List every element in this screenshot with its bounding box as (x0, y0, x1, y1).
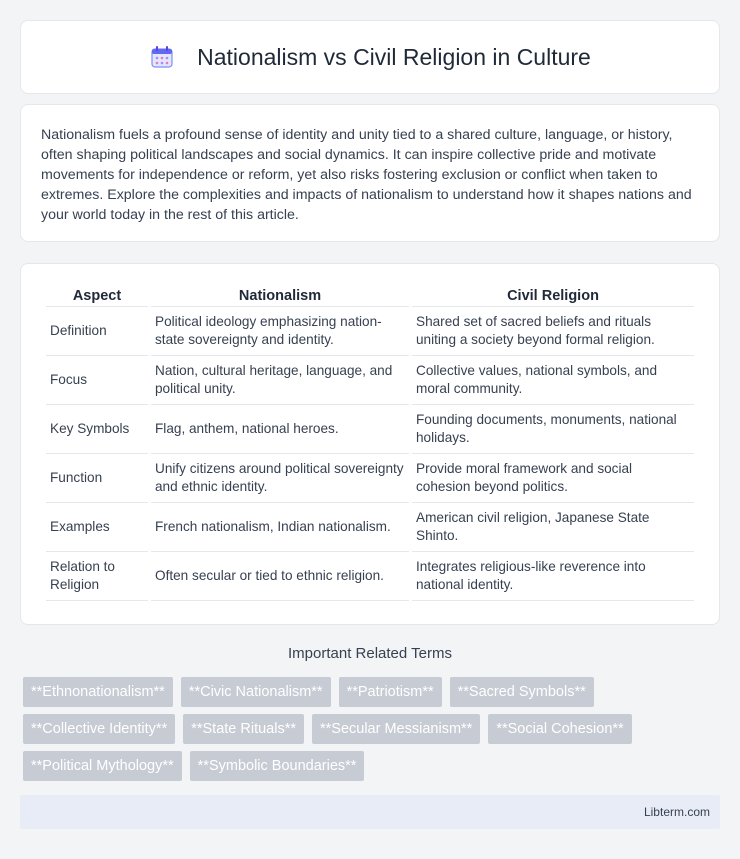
related-terms-list (23, 677, 723, 781)
column-header: Aspect (46, 284, 148, 307)
footer (20, 795, 720, 829)
term-tag-symbolic-boundaries[interactable]: **Symbolic Boundaries** (190, 751, 365, 781)
column-header: Nationalism (151, 284, 409, 307)
term-tag-ethnonationalism[interactable]: **Ethnonationalism** (23, 677, 173, 707)
related-terms-heading: Important Related Terms (288, 645, 452, 662)
column-header: Civil Religion (412, 284, 694, 307)
title-card (20, 20, 720, 94)
aspect-cell: Examples (46, 503, 148, 552)
calendar-icon (149, 44, 175, 70)
table-row (46, 454, 694, 503)
intro-text: Nationalism fuels a profound sense of identity and unity tied to a shared culture, language, or history, often shaping political landscapes and social dynamics. It can inspire collective pride and motivate movements for independence or reform, yet also risks fostering exclusion or conflict when taken to extremes. Explore the complexities and impacts of nationalism to understand how it shapes nations and your world today in the rest of this article. (41, 127, 692, 223)
table-row (46, 503, 694, 552)
aspect-cell: Key Symbols (46, 405, 148, 454)
civil-religion-cell: Provide moral framework and social cohesion beyond politics. (412, 454, 694, 503)
term-tag-patriotism[interactable]: **Patriotism** (339, 677, 442, 707)
table-header-row (46, 284, 694, 307)
comparison-table (43, 284, 697, 601)
term-tag-civic-nationalism[interactable]: **Civic Nationalism** (181, 677, 331, 707)
civil-religion-cell: Collective values, national symbols, and moral community. (412, 356, 694, 405)
civil-religion-cell: American civil religion, Japanese State Shinto. (412, 503, 694, 552)
nationalism-cell: Political ideology emphasizing nation-state sovereignty and identity. (151, 307, 409, 356)
comparison-card (20, 263, 720, 625)
nationalism-cell: Flag, anthem, national heroes. (151, 405, 409, 454)
footer-brand-link[interactable]: Libterm.com (643, 805, 710, 819)
nationalism-cell: Often secular or tied to ethnic religion. (151, 552, 409, 601)
table-row (46, 356, 694, 405)
aspect-cell: Function (46, 454, 148, 503)
term-tag-political-mythology[interactable]: **Political Mythology** (23, 751, 182, 781)
intro-card (20, 104, 720, 242)
table-row (46, 307, 694, 356)
aspect-cell: Focus (46, 356, 148, 405)
term-tag-collective-identity[interactable]: **Collective Identity** (23, 714, 175, 744)
table-row (46, 405, 694, 454)
term-tag-social-cohesion[interactable]: **Social Cohesion** (488, 714, 631, 744)
civil-religion-cell: Integrates religious-like reverence into national identity. (412, 552, 694, 601)
civil-religion-cell: Shared set of sacred beliefs and rituals uniting a society beyond formal religion. (412, 307, 694, 356)
page-title: Nationalism vs Civil Religion in Culture (197, 43, 591, 70)
nationalism-cell: Nation, cultural heritage, language, and political unity. (151, 356, 409, 405)
term-tag-sacred-symbols[interactable]: **Sacred Symbols** (450, 677, 594, 707)
aspect-cell: Relation to Religion (46, 552, 148, 601)
civil-religion-cell: Founding documents, monuments, national holidays. (412, 405, 694, 454)
term-tag-state-rituals[interactable]: **State Rituals** (183, 714, 304, 744)
term-tag-secular-messianism[interactable]: **Secular Messianism** (312, 714, 480, 744)
nationalism-cell: Unify citizens around political sovereignty and ethnic identity. (151, 454, 409, 503)
aspect-cell: Definition (46, 307, 148, 356)
table-row (46, 552, 694, 601)
title-row (149, 44, 591, 71)
nationalism-cell: French nationalism, Indian nationalism. (151, 503, 409, 552)
